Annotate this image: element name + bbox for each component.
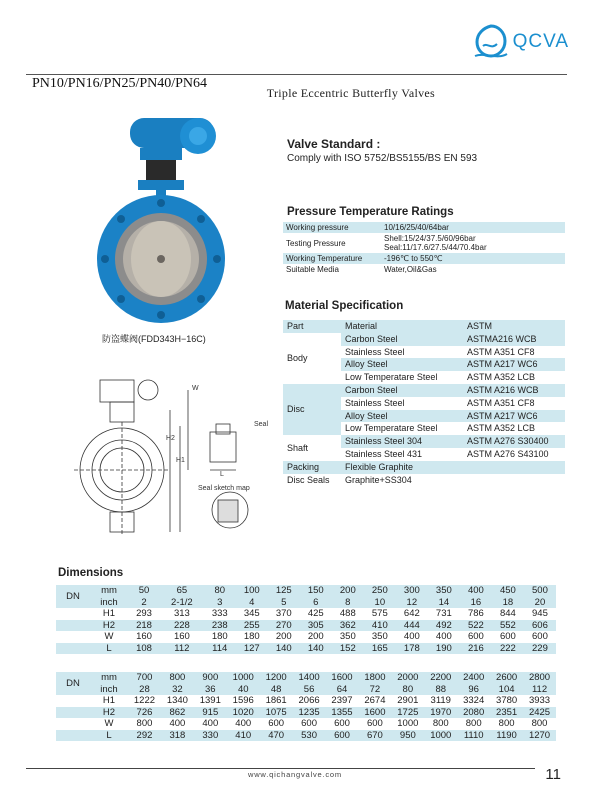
dim-value-cell: 600 [499,631,516,642]
table-row [56,643,556,655]
dim-value-cell: 200 [307,631,324,642]
pressure-value [381,233,565,253]
dim-value-cell: 3324 [463,695,485,706]
material-cell: Stainless Steel [345,397,405,408]
dim-row-label [56,730,90,742]
table-row [283,253,565,264]
dn-inch-cell: 4 [236,597,268,609]
dim-value-cell: 152 [332,643,364,655]
dim-value-cell: 1861 [265,695,287,706]
dn-mm-cell: 100 [236,585,268,597]
footer-url: www.qichangvalve.com [248,770,342,779]
dimensions-table-large [56,672,556,741]
table-row [56,718,556,730]
dim-value-cell: 222 [492,643,524,655]
astm-cell: ASTM A276 S30400 [463,435,565,448]
dim-value-cell: 400 [235,718,252,729]
dim-value-cell: 140 [300,643,332,655]
dim-value-cell: 1075 [260,707,293,719]
pressure-title: Pressure Temperature Ratings [287,206,454,218]
dim-value-cell: 229 [524,643,556,655]
dn-mm-cell: 1400 [293,672,326,684]
dim-value-cell: 127 [236,643,268,655]
dn-mm-cell: 1000 [227,672,260,684]
dim-value-cell: 2080 [457,707,490,719]
dn-mm-cell: 2800 [523,672,556,684]
dn-inch-cell: 18 [492,597,524,609]
pressure-table [283,222,565,275]
page-number: 11 [545,766,561,783]
valve-dimension-drawing [70,370,280,550]
dimensions-table-small [56,585,556,654]
dn-mm-cell: 200 [332,585,364,597]
pressure-value: 10/16/25/40/64bar [381,222,565,233]
dim-value-cell: 1600 [358,707,391,719]
dim-value-cell: 600 [334,718,350,729]
astm-cell: ASTM A352 LCB [467,372,536,383]
dim-value-cell: 606 [524,620,556,632]
dim-value-cell: 2425 [523,707,556,719]
dim-value-cell: 600 [366,718,383,729]
dim-h2-label: H2 [166,435,175,442]
dim-value-cell: 140 [268,643,300,655]
dim-value-cell: 255 [236,620,268,632]
dn-mm-cell: 1800 [358,672,391,684]
material-cell: Carbon Steel [341,333,463,346]
dn-inch-cell: 48 [260,684,293,696]
dim-value-cell: 270 [268,620,300,632]
dim-value-cell: 915 [194,707,227,719]
dim-value-cell: 552 [492,620,524,632]
brand-logo [471,22,569,62]
dim-value-cell: 530 [293,730,326,742]
dim-value-cell: 600 [326,730,359,742]
table-row [283,233,565,253]
dn-inch-cell: 80 [391,684,424,696]
dim-value-cell: 318 [161,730,194,742]
dim-row-label [56,718,90,730]
dim-value-cell: 444 [396,620,428,632]
dim-value-cell: 410 [364,620,396,632]
astm-cell: ASTM A217 WC6 [463,358,565,371]
dn-mm-cell: 2600 [490,672,523,684]
pressure-series: PN10/PN16/PN25/PN40/PN64 [32,76,208,91]
dim-row-name: W [104,631,114,642]
astm-cell: ASTM A351 CF8 [467,346,535,357]
dim-value-cell: 1235 [293,707,326,719]
dim-value-cell: 160 [173,631,190,642]
dim-value-cell: 218 [128,620,160,632]
dim-value-cell: 731 [435,608,452,619]
dn-inch-cell: 96 [457,684,490,696]
dim-value-cell: 160 [136,631,152,642]
col-astm: ASTM [463,320,565,333]
brand-name: QCVA [512,31,569,52]
seal-label: Seal [254,421,269,428]
dim-value-cell: 165 [364,643,396,655]
dim-value-cell: 786 [467,608,484,619]
dim-row-name: H1 [102,695,116,706]
pressure-value: -196℃ to 550℃ [381,253,565,264]
dim-row-name: W [104,718,114,729]
dim-value-cell: 400 [169,718,186,729]
table-row [56,707,556,719]
dn-mm-cell: 500 [524,585,556,597]
dim-value-cell: 1725 [391,707,424,719]
dn-mm-cell: 350 [428,585,460,597]
material-cell: Alloy Steel [341,410,463,423]
astm-cell: ASTMA216 WCB [463,333,565,346]
dim-value-cell: 313 [173,608,190,619]
dim-value-cell: 1000 [424,730,457,742]
dim-value-cell: 190 [428,643,460,655]
table-row [56,672,556,684]
dn-mm-cell: 250 [364,585,396,597]
dim-value-cell: 950 [391,730,424,742]
dim-value-cell: 2397 [331,695,353,706]
dn-inch-cell: 2 [128,597,160,609]
dim-value-cell: 345 [243,608,260,619]
dim-value-cell: 800 [432,718,449,729]
dn-inch-cell: 8 [332,597,364,609]
dim-value-cell: 2901 [397,695,419,706]
astm-cell: ASTM A217 WC6 [463,410,565,423]
table-row [56,620,556,632]
table-row [56,608,556,620]
dim-value-cell: 2351 [490,707,523,719]
dn-inch-cell: 28 [128,684,161,696]
table-row [283,435,565,448]
dim-w-label: W [192,385,199,392]
dim-value-cell: 425 [307,608,324,619]
material-cell: Flexible Graphite [341,461,463,474]
valve-photo [88,114,248,324]
pressure-key: Working Temperature [283,253,381,264]
dim-value-cell: 1340 [166,695,188,706]
dn-label: DN [56,585,90,608]
table-row [56,631,556,643]
dim-row-label [56,643,90,655]
table-row [56,597,556,609]
material-cell: Stainless Steel 304 [341,435,463,448]
dim-value-cell: 522 [460,620,492,632]
dim-value-cell: 600 [532,631,548,642]
table-row [283,474,565,487]
dim-value-cell: 642 [403,608,420,619]
dim-value-cell: 1222 [133,695,156,706]
dim-value-cell: 1110 [457,730,490,742]
dim-row-label [56,631,90,643]
material-cell: Alloy Steel [341,358,463,371]
dim-value-cell: 800 [136,718,153,729]
material-title: Material Specification [285,300,404,312]
dn-inch-cell: 64 [326,684,359,696]
dn-mm-cell: 1600 [326,672,359,684]
material-cell: Low Temperatare Steel [345,372,438,383]
dim-row-name: L [90,643,128,655]
dim-value-cell: 330 [194,730,227,742]
dim-value-cell: 488 [339,608,356,619]
dim-value-cell: 178 [396,643,428,655]
dim-value-cell: 400 [202,718,219,729]
dim-value-cell: 350 [371,631,388,642]
dim-row-label [56,707,90,719]
dim-value-cell: 3933 [528,695,551,706]
dim-value-cell: 470 [260,730,293,742]
dim-value-cell: 400 [403,631,420,642]
dn-inch-cell: 32 [161,684,194,696]
col-material: Material [341,320,463,333]
dn-inch-cell: 56 [293,684,326,696]
dn-inch-cell: 36 [194,684,227,696]
dn-mm-cell: 450 [492,585,524,597]
dn-inch-cell: 3 [204,597,236,609]
dim-value-cell: 114 [204,643,236,655]
product-title: Triple Eccentric Butterfly Valves [266,86,435,100]
dim-row-name: H2 [90,620,128,632]
dn-inch-cell: 14 [428,597,460,609]
material-table [283,320,565,486]
dn-inch-cell: 20 [524,597,556,609]
dn-inch-cell: 5 [268,597,300,609]
pressure-key: Testing Pressure [286,238,346,248]
pressure-value-shell: Shell:15/24/37.5/60/96bar [384,234,476,243]
part-disc-seals: Disc Seals [287,474,330,485]
dn-inch-cell: 16 [460,597,492,609]
dim-value-cell: 862 [161,707,194,719]
dn-inch-cell: 2-1/2 [160,597,204,609]
pressure-key: Suitable Media [286,265,339,274]
dim-value-cell: 333 [211,608,228,619]
astm-cell: ASTM A351 CF8 [467,397,535,408]
dimensions-title: Dimensions [58,567,124,579]
dn-mm-cell: 80 [204,585,236,597]
part-packing: Packing [283,461,341,474]
seal-sketch-label: Seal sketch map [198,485,250,492]
unit-inch-label: inch [90,684,128,696]
col-part: Part [283,320,341,333]
dim-value-cell: 3119 [430,695,451,706]
dim-value-cell: 292 [128,730,161,742]
dim-value-cell: 492 [428,620,460,632]
standard-title: Valve Standard : [287,137,381,151]
dn-label: DN [56,672,90,695]
dim-value-cell: 1020 [227,707,260,719]
part-shaft: Shaft [287,442,309,453]
dn-inch-cell: 12 [396,597,428,609]
dim-value-cell: 1596 [232,695,254,706]
dim-value-cell: 1355 [326,707,359,719]
dim-l-label: L [220,471,224,478]
dim-value-cell: 410 [227,730,260,742]
dim-value-cell: 670 [358,730,391,742]
dn-mm-cell: 400 [460,585,492,597]
dn-mm-cell: 50 [128,585,160,597]
astm-cell: ASTM A352 LCB [467,423,536,434]
table-row [283,222,565,233]
dim-row-label [56,695,90,707]
dim-value-cell: 112 [160,643,204,655]
astm-cell: ASTM A276 S43100 [467,448,549,459]
dn-inch-cell: 6 [300,597,332,609]
dn-inch-cell: 104 [490,684,523,696]
dim-value-cell: 726 [128,707,161,719]
dim-value-cell: 180 [243,631,260,642]
table-row [283,333,565,346]
dim-value-cell: 350 [339,631,356,642]
table-row [56,695,556,707]
material-cell: Graphite+SS304 [345,474,412,485]
dim-value-cell: 844 [499,608,516,619]
dim-value-cell: 600 [301,718,317,729]
table-row [56,585,556,597]
unit-inch-label: inch [90,597,128,609]
dim-value-cell: 370 [275,608,292,619]
dim-row-name: H1 [102,608,116,619]
dim-h1-label: H1 [176,457,185,464]
dn-mm-cell: 800 [161,672,194,684]
dim-value-cell: 228 [160,620,204,632]
table-row [283,264,565,275]
dim-value-cell: 800 [531,718,548,729]
astm-cell [463,474,565,487]
dn-inch-cell: 10 [364,597,396,609]
water-drop-logo-icon [471,22,511,62]
dim-value-cell: 3780 [496,695,518,706]
dim-value-cell: 800 [498,718,515,729]
pressure-value-seal: Seal:11/17.6/27.5/44/70.4bar [384,243,487,252]
pressure-value: Water,Oil&Gas [384,265,437,274]
dim-value-cell: 305 [300,620,332,632]
dim-value-cell: 1970 [424,707,457,719]
table-row [283,461,565,474]
dim-row-label [56,620,90,632]
dim-value-cell: 2066 [298,695,320,706]
dim-value-cell: 800 [465,718,482,729]
material-cell: Low Temperatare Steel [345,423,438,434]
dim-value-cell: 600 [268,718,285,729]
dim-value-cell: 1391 [199,695,221,706]
unit-mm-label: mm [90,672,128,684]
dn-mm-cell: 700 [128,672,161,684]
dim-value-cell: 362 [332,620,364,632]
table-row [56,684,556,696]
unit-mm-label: mm [90,585,128,597]
dim-value-cell: 2674 [364,695,386,706]
dn-mm-cell: 2200 [424,672,457,684]
dn-mm-cell: 900 [194,672,227,684]
pressure-key: Working pressure [283,222,381,233]
astm-cell [463,461,565,474]
dn-mm-cell: 150 [300,585,332,597]
dim-value-cell: 293 [136,608,152,619]
material-cell: Stainless Steel 431 [345,448,423,459]
dn-mm-cell: 65 [160,585,204,597]
dim-row-name: L [90,730,128,742]
dn-mm-cell: 2000 [391,672,424,684]
dim-value-cell: 216 [460,643,492,655]
dn-inch-cell: 112 [523,684,556,696]
dn-inch-cell: 40 [227,684,260,696]
dim-value-cell: 945 [532,608,548,619]
part-disc: Disc [283,384,341,435]
dim-value-cell: 238 [204,620,236,632]
material-cell: Carbon Steel [341,384,463,397]
dim-row-name: H2 [90,707,128,719]
astm-cell: ASTM A216 WCB [463,384,565,397]
dim-value-cell: 1190 [490,730,523,742]
dim-value-cell: 575 [371,608,388,619]
dim-value-cell: 1270 [523,730,556,742]
table-header-row [283,320,565,333]
dn-mm-cell: 300 [396,585,428,597]
dn-inch-cell: 72 [358,684,391,696]
standard-text: Comply with ISO 5752/BS5155/BS EN 593 [287,153,478,164]
dim-value-cell: 180 [211,631,228,642]
table-row [283,384,565,397]
dim-value-cell: 600 [467,631,484,642]
dim-value-cell: 108 [128,643,160,655]
footer-divider [26,768,535,769]
dn-inch-cell: 88 [424,684,457,696]
dim-row-label [56,608,90,620]
dn-mm-cell: 125 [268,585,300,597]
dn-mm-cell: 2400 [457,672,490,684]
header-divider [26,74,567,75]
dim-value-cell: 200 [275,631,292,642]
material-cell: Stainless Steel [345,346,405,357]
dim-value-cell: 1000 [397,718,419,729]
photo-caption: 防盗蝶阀(FDD343H−16C) [102,334,206,344]
table-row [56,730,556,742]
dim-value-cell: 400 [435,631,452,642]
part-body: Body [287,352,308,363]
dn-mm-cell: 1200 [260,672,293,684]
